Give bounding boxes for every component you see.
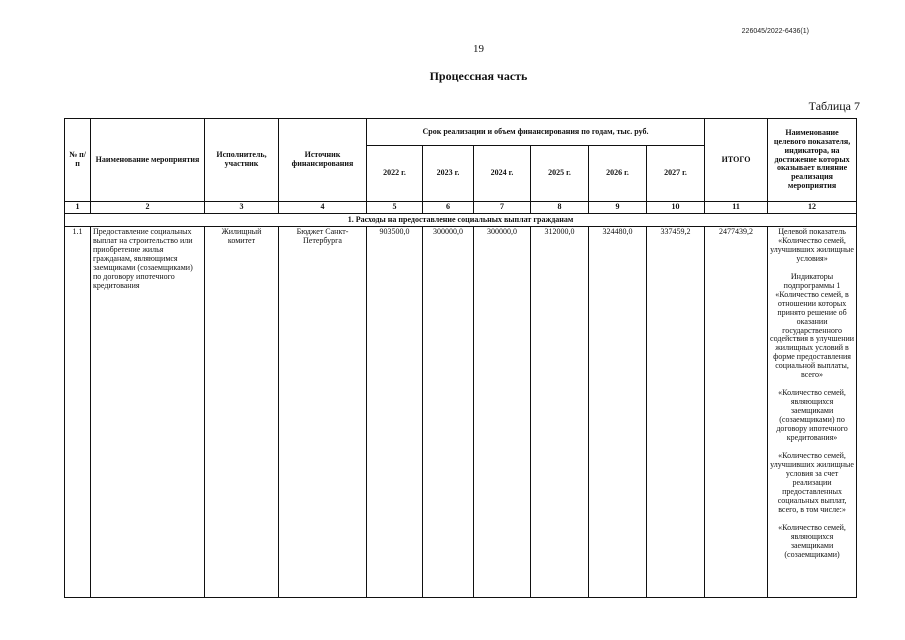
row-value-2026: 324480,0 — [589, 227, 647, 598]
column-number: 4 — [279, 202, 367, 214]
indicator-text: «Количество семей, являющихся заемщиками (созаемщиками) по договору ипотечного кредитования» — [776, 388, 848, 443]
header-year: 2025 г. — [531, 146, 589, 202]
table-row — [65, 227, 857, 598]
header-executor: Исполнитель, участник — [205, 119, 279, 202]
indicator-text: Индикаторы подпрограммы 1 «Количество семей, в отношении которых принято решение об оказании государственного содействия в улучшении жилищных условий в форме предоставления социальной выплаты, всего» — [770, 271, 855, 380]
header-year: 2023 г. — [423, 146, 474, 202]
document-id: 226045/2022-6436(1) — [741, 28, 809, 35]
process-table — [64, 118, 857, 598]
header-source: Источник финансирования — [279, 119, 367, 202]
row-total: 2477439,2 — [705, 227, 768, 598]
row-value-2024: 300000,0 — [474, 227, 531, 598]
row-name: Предоставление социальных выплат на строительство или приобретение жилья гражданам, являющимся заемщиками (созаемщиками) по договору ипотечного кредитования — [91, 227, 205, 598]
column-number: 11 — [705, 202, 768, 214]
row-executor: Жилищный комитет — [205, 227, 279, 598]
row-value-2022: 903500,0 — [367, 227, 423, 598]
column-number: 8 — [531, 202, 589, 214]
indicator-text: Целевой показатель «Количество семей, улучшивших жилищные условия» — [770, 227, 854, 263]
column-number-row — [65, 202, 857, 214]
page-title: Процессная часть — [429, 69, 528, 83]
column-number: 1 — [65, 202, 91, 214]
indicator-text: «Количество семей, улучшивших жилищные условия за счет реализации предоставленных социальных выплат, всего, в том числе:» — [770, 450, 854, 514]
column-number: 6 — [423, 202, 474, 214]
column-number: 2 — [91, 202, 205, 214]
header-row-1 — [65, 119, 857, 146]
column-number: 9 — [589, 202, 647, 214]
section-title: 1. Расходы на предоставление социальных выплат гражданам — [65, 214, 857, 227]
page-number: 19 — [473, 43, 484, 55]
row-value-2025: 312000,0 — [531, 227, 589, 598]
table-label: Таблица 7 — [808, 99, 860, 113]
header-year: 2024 г. — [474, 146, 531, 202]
row-value-2023: 300000,0 — [423, 227, 474, 598]
header-indicator: Наименование целевого показателя, индикатора, на достижение которых оказывает влияние реализация мероприятия — [768, 119, 857, 202]
row-indicators — [768, 227, 857, 598]
indicator-text: «Количество семей, являющихся заемщиками (созаемщиками) — [778, 522, 846, 559]
column-number: 10 — [647, 202, 705, 214]
header-name: Наименование мероприятия — [91, 119, 205, 202]
column-number: 7 — [474, 202, 531, 214]
header-year: 2027 г. — [647, 146, 705, 202]
column-number: 12 — [768, 202, 857, 214]
header-period: Срок реализации и объем финансирования по годам, тыс. руб. — [367, 119, 705, 146]
header-year: 2026 г. — [589, 146, 647, 202]
row-num: 1.1 — [65, 227, 91, 598]
column-number: 5 — [367, 202, 423, 214]
header-year: 2022 г. — [367, 146, 423, 202]
section-row — [65, 214, 857, 227]
column-number: 3 — [205, 202, 279, 214]
header-total: ИТОГО — [705, 119, 768, 202]
row-source: Бюджет Санкт-Петербурга — [279, 227, 367, 598]
row-value-2027: 337459,2 — [647, 227, 705, 598]
header-num: № п/п — [65, 119, 91, 202]
